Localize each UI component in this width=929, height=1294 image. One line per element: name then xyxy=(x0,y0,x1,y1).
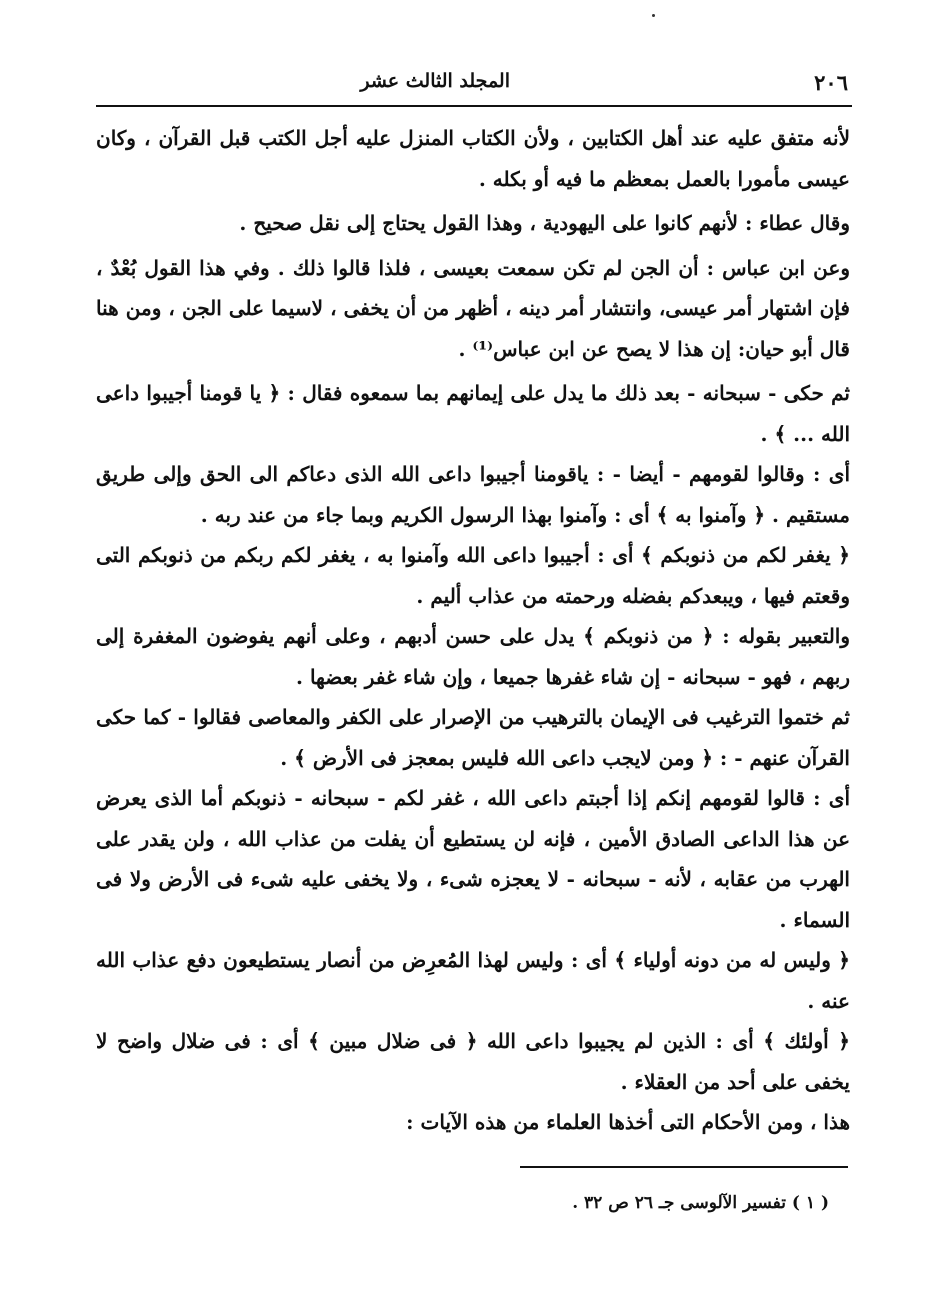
scan-speck xyxy=(652,14,655,17)
volume-title: المجلد الثالث عشر xyxy=(360,70,510,92)
running-header xyxy=(96,66,848,100)
paragraph: وعن ابن عباس : أن الجن لم تكن سمعت بعيسى ، فلذا قالوا ذلك . وفي هذا القول بُعْدٌ ، فإن اشتهار أمر عيسى، وانتشار أمر دينه ، أظهر من أن يخفى ، لاسيما على الجن ، ومن هنا قال أبو حيان: إن هذا لا يصح عن ابن عباس⁽¹⁾ . xyxy=(96,255,850,361)
page-number: ٢٠٦ xyxy=(814,70,848,95)
paragraph: أى : وقالوا لقومهم - أيضا - : ياقومنا أجيبوا داعى الله الذى دعاكم الى الحق وإلى طريق مستقيم . ﴿ وآمنوا به ﴾ أى : وآمنوا بهذا الرسول الكريم وبما جاء من عند ربه . xyxy=(96,462,850,527)
main-text xyxy=(96,118,850,1143)
paragraph: وقال عطاء : لأنهم كانوا على اليهودية ، وهذا القول يحتاج إلى نقل صحيح . xyxy=(239,211,850,235)
paragraph: والتعبير بقوله : ﴿ من ذنوبكم ﴾ يدل على حسن أدبهم ، وعلى أنهم يفوضون المغفرة إلى ربهم ، فهو - سبحانه - إن شاء غفرها جميعا ، وإن شاء غفر بعضها . xyxy=(96,624,850,689)
paragraph: ثم حكى - سبحانه - بعد ذلك ما يدل على إيمانهم بما سمعوه فقال : ﴿ يا قومنا أجيبوا داعى الله ... ﴾ . xyxy=(96,381,850,446)
footnote-rule xyxy=(520,1166,848,1168)
paragraph: ثم ختموا الترغيب فى الإيمان بالترهيب من الإصرار على الكفر والمعاصى فقالوا - كما حكى القرآن عنهم - : ﴿ ومن لايجب داعى الله فليس بمعجز فى الأرض ﴾ . xyxy=(96,705,850,770)
header-rule xyxy=(96,105,852,107)
paragraph: ﴿ يغفر لكم من ذنوبكم ﴾ أى : أجيبوا داعى الله وآمنوا به ، يغفر لكم ربكم من ذنوبكم التى وقعتم فيها ، ويبعدكم بفضله ورحمته من عذاب أليم . xyxy=(96,543,850,608)
paragraph: هذا ، ومن الأحكام التى أخذها العلماء من هذه الآيات : xyxy=(406,1110,850,1134)
footnote: ( ١ ) تفسير الآلوسى جـ ٢٦ ص ٣٢ . xyxy=(572,1193,829,1213)
paragraph: لأنه متفق عليه عند أهل الكتابين ، ولأن الكتاب المنزل عليه أجل الكتب قبل القرآن ، وكان عيسى مأمورا بالعمل بمعظم ما فيه أو بكله . xyxy=(96,126,850,191)
paragraph: أى : قالوا لقومهم إنكم إذا أجبتم داعى الله ، غفر لكم - سبحانه - ذنوبكم أما الذى يعرض عن هذا الداعى الصادق الأمين ، فإنه لن يستطيع أن يفلت من عذاب الله ، ولن يقدر على الهرب من عقابه ، لأنه - سبحانه - لا يعجزه شىء ، ولا يخفى عليه شىء فى الأرض ولا فى السماء . xyxy=(96,786,850,932)
paragraph: ﴿ وليس له من دونه أولياء ﴾ أى : وليس لهذا المُعرِض من أنصار يستطيعون دفع عذاب الله عنه . xyxy=(96,948,850,1013)
paragraph: ﴿ أولئك ﴾ أى : الذين لم يجيبوا داعى الله ﴿ فى ضلال مبين ﴾ أى : فى ضلال واضح لا يخفى على أحد من العقلاء . xyxy=(96,1029,850,1094)
